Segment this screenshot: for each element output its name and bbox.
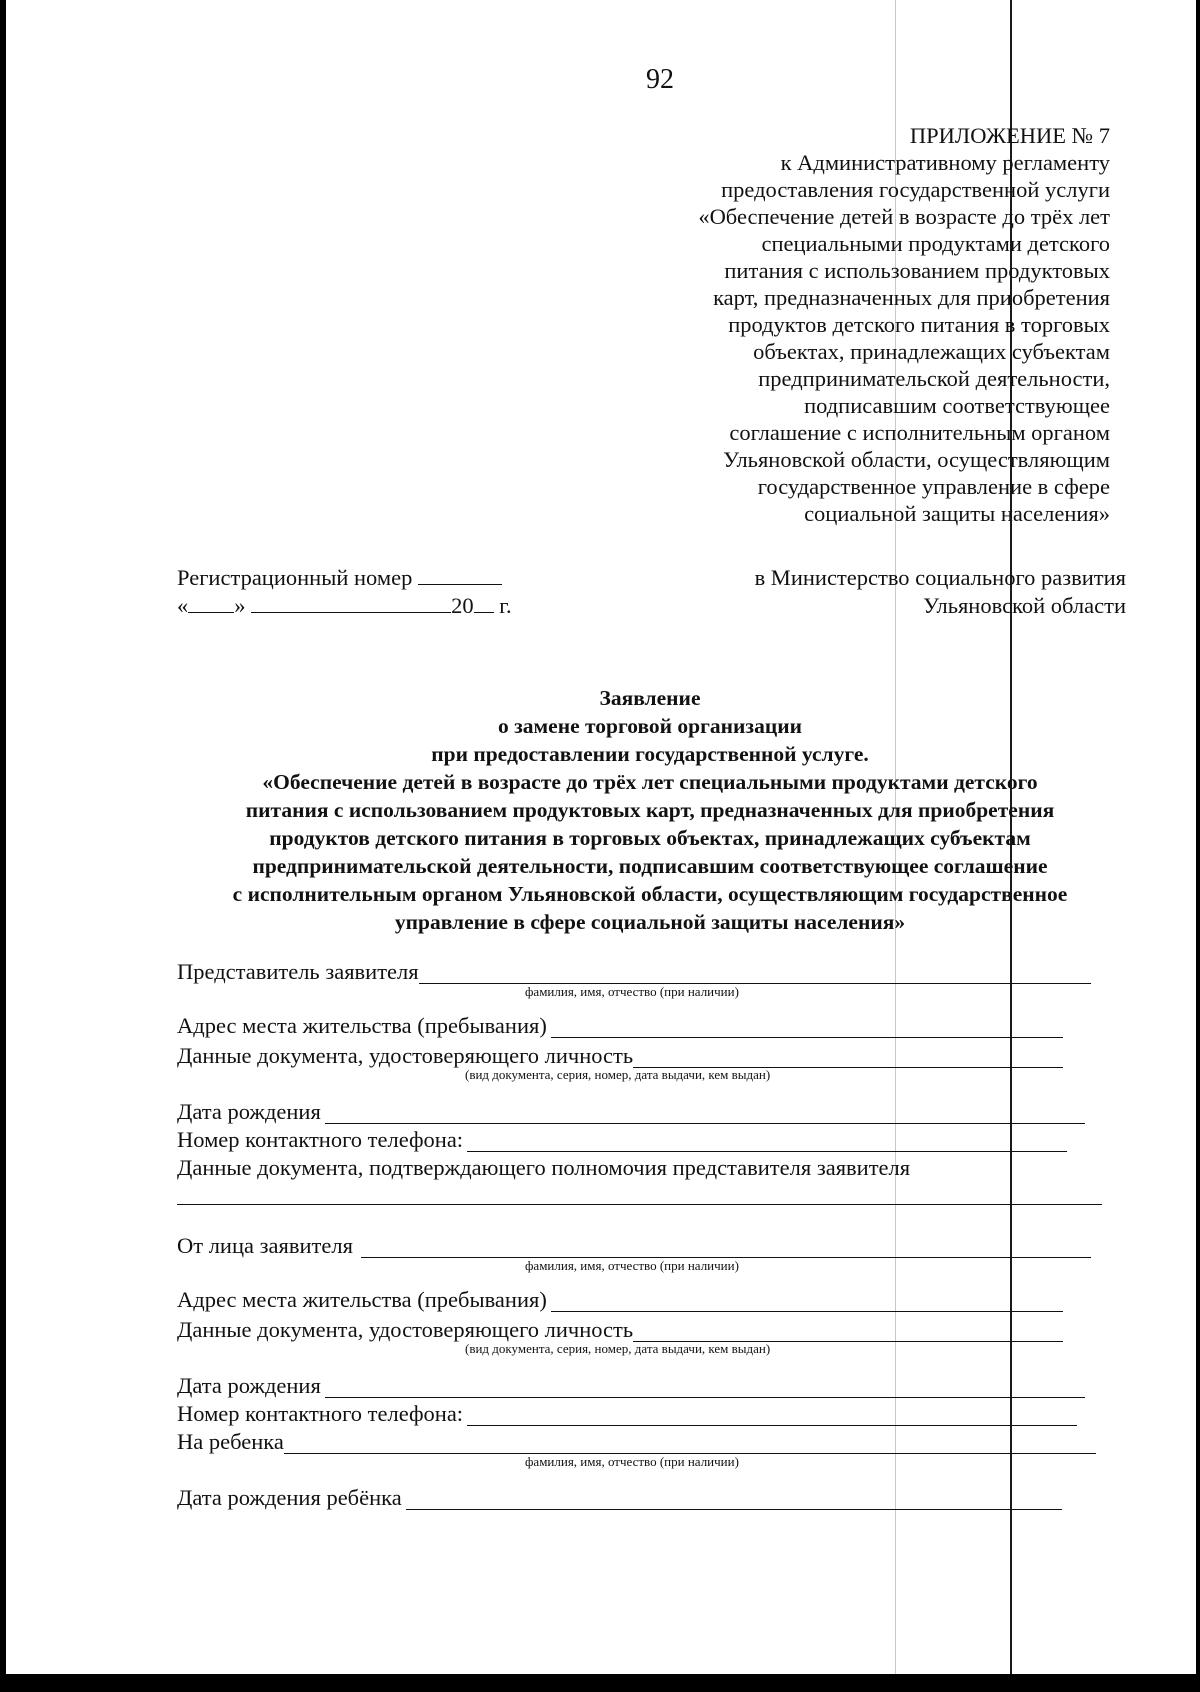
applicant-id-doc-input[interactable] xyxy=(633,1321,1063,1342)
representative-address-row xyxy=(177,1012,1063,1038)
year-prefix: 20 xyxy=(451,593,474,618)
scan-edge-right xyxy=(1196,0,1200,1692)
date-year-field[interactable] xyxy=(474,594,494,613)
registration-number-row xyxy=(177,564,512,592)
appendix-line: Ульяновской области, осуществляющим xyxy=(723,447,1110,472)
representative-authority-label: Данные документа, подтверждающего полномочия представителя заявителя xyxy=(177,1155,911,1180)
representative-address-label: Адрес места жительства (пребывания) xyxy=(177,1013,547,1038)
title-line: Заявление xyxy=(599,686,701,710)
child-name-row xyxy=(177,1428,1096,1454)
appendix-line: питания с использованием продуктовых xyxy=(724,258,1110,283)
child-name-hint: фамилия, имя, отчество (при наличии) xyxy=(525,1454,739,1469)
representative-name-row xyxy=(177,958,1091,984)
appendix-line: социальной защиты населения» xyxy=(804,501,1110,526)
applicant-birth-row xyxy=(177,1372,1085,1398)
applicant-phone-input[interactable] xyxy=(467,1405,1077,1426)
title-line: предпринимательской деятельности, подписавшим соответствующее соглашение xyxy=(252,854,1048,878)
representative-address-input[interactable] xyxy=(551,1017,1063,1038)
appendix-line: карт, предназначенных для приобретения xyxy=(713,285,1110,310)
representative-phone-input[interactable] xyxy=(467,1131,1067,1152)
appendix-line: продуктов детского питания в торговых xyxy=(728,312,1110,337)
representative-birth-input[interactable] xyxy=(325,1103,1085,1124)
representative-id-doc-label: Данные документа, удостоверяющего личность xyxy=(177,1043,634,1068)
applicant-address-input[interactable] xyxy=(551,1291,1063,1312)
scan-edge-left xyxy=(0,0,6,1692)
appendix-line: «Обеспечение детей в возрасте до трёх лет xyxy=(698,204,1110,229)
page-number: 92 xyxy=(646,64,674,95)
representative-authority-input[interactable] xyxy=(177,1203,1102,1205)
addressee-line: Ульяновской области xyxy=(923,593,1126,618)
applicant-name-input[interactable] xyxy=(361,1237,1091,1258)
appendix-line: объектах, принадлежащих субъектам xyxy=(753,339,1110,364)
appendix-line: к Административному регламенту xyxy=(780,150,1110,175)
scan-edge-bottom xyxy=(0,1674,1200,1692)
applicant-name-label: От лица заявителя xyxy=(177,1233,353,1258)
application-title xyxy=(150,684,1150,936)
appendix-line: специальными продуктами детского xyxy=(761,231,1110,256)
date-month-field[interactable] xyxy=(251,594,451,613)
child-name-input[interactable] xyxy=(284,1433,1096,1454)
representative-name-label: Представитель заявителя xyxy=(177,959,419,984)
applicant-address-label: Адрес места жительства (пребывания) xyxy=(177,1287,547,1312)
registration-date-row xyxy=(177,592,512,620)
applicant-name-hint: фамилия, имя, отчество (при наличии) xyxy=(525,1258,739,1273)
representative-phone-row xyxy=(177,1126,1067,1152)
representative-id-doc-input[interactable] xyxy=(633,1047,1063,1068)
appendix-header xyxy=(550,122,1110,527)
appendix-line: предпринимательской деятельности, xyxy=(758,366,1110,391)
title-line: при предоставлении государственной услуге. xyxy=(431,742,869,766)
applicant-phone-label: Номер контактного телефона: xyxy=(177,1401,464,1426)
representative-name-hint: фамилия, имя, отчество (при наличии) xyxy=(525,984,739,999)
applicant-name-row xyxy=(177,1232,1091,1258)
child-name-label: На ребенка xyxy=(177,1429,284,1454)
appendix-line: предоставления государственной услуги xyxy=(721,177,1110,202)
representative-phone-label: Номер контактного телефона: xyxy=(177,1127,464,1152)
representative-id-doc-hint: (вид документа, серия, номер, дата выдачи, кем выдан) xyxy=(465,1067,771,1082)
addressee-line: в Министерство социального развития xyxy=(754,565,1126,590)
title-line: продуктов детского питания в торговых объектах, принадлежащих субъектам xyxy=(269,826,1031,850)
title-line: «Обеспечение детей в возрасте до трёх лет специальными продуктами детского xyxy=(262,770,1038,794)
applicant-id-doc-hint: (вид документа, серия, номер, дата выдачи, кем выдан) xyxy=(465,1341,771,1356)
appendix-line: подписавшим соответствующее xyxy=(804,393,1110,418)
appendix-line: ПРИЛОЖЕНИЕ № 7 xyxy=(909,123,1110,148)
child-birth-row xyxy=(177,1484,1062,1510)
title-line: с исполнительным органом Ульяновской области, осуществляющим государственное xyxy=(232,882,1068,906)
representative-id-doc-row xyxy=(177,1042,1063,1068)
date-open-quote: « xyxy=(177,593,189,618)
representative-authority-row xyxy=(177,1154,910,1180)
appendix-line: государственное управление в сфере xyxy=(757,474,1110,499)
applicant-birth-input[interactable] xyxy=(325,1377,1085,1398)
title-line: питания с использованием продуктовых карт, предназначенных для приобретения xyxy=(245,798,1055,822)
representative-birth-row xyxy=(177,1098,1085,1124)
title-line: о замене торговой организации xyxy=(498,714,802,738)
applicant-id-doc-row xyxy=(177,1316,1063,1342)
date-day-field[interactable] xyxy=(188,594,234,613)
year-suffix: г. xyxy=(499,593,512,618)
child-birth-input[interactable] xyxy=(406,1489,1062,1510)
appendix-line: соглашение с исполнительным органом xyxy=(729,420,1110,445)
registration-block xyxy=(177,564,512,620)
child-birth-label: Дата рождения ребёнка xyxy=(177,1485,402,1510)
applicant-phone-row xyxy=(177,1400,1077,1426)
addressee-block xyxy=(646,564,1126,620)
applicant-birth-label: Дата рождения xyxy=(177,1373,321,1398)
registration-number-label: Регистрационный номер xyxy=(177,565,413,590)
registration-number-field[interactable] xyxy=(418,566,502,585)
representative-name-input[interactable] xyxy=(419,963,1091,984)
representative-birth-label: Дата рождения xyxy=(177,1099,321,1124)
applicant-address-row xyxy=(177,1286,1063,1312)
date-close-quote: » xyxy=(234,593,246,618)
title-line: управление в сфере социальной защиты населения» xyxy=(394,910,906,934)
applicant-id-doc-label: Данные документа, удостоверяющего личность xyxy=(177,1317,634,1342)
